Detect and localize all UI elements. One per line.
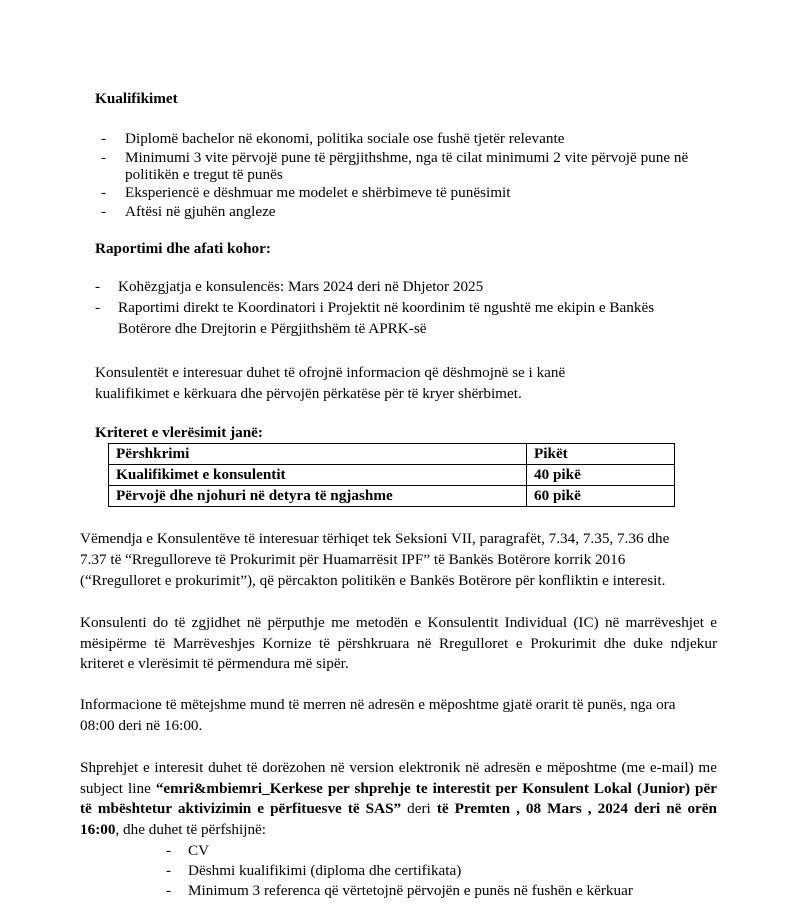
table-header-row bbox=[109, 444, 675, 465]
table-header-cell: Pikët bbox=[527, 444, 675, 465]
list-item-continuation: politikën e tregut të punës bbox=[125, 166, 283, 183]
subject-prefix: subject line bbox=[80, 779, 156, 797]
raportimi-heading: Raportimi dhe afati kohor: bbox=[95, 240, 271, 257]
deadline-connector: deri bbox=[401, 800, 437, 817]
informacione-line: Informacione të mëtejshme mund të merren në adresën e mëposhtme gjatë orarit të punës, nga ora bbox=[80, 696, 676, 713]
vemendja-line: (“Rregulloret e prokurimit”), që përcakton politikën e Bankës Botërore për konfliktin e interesit. bbox=[80, 572, 666, 589]
paragraph-line bbox=[80, 820, 717, 841]
list-item: Diplomë bachelor në ekonomi, politika sociale ose fushë tjetër relevante bbox=[125, 130, 565, 147]
shprehjet-paragraph bbox=[80, 758, 717, 840]
bullet-dash: - bbox=[166, 882, 172, 899]
vemendja-line: 7.37 të “Rregulloreve të Prokurimit për Huamarrësit IPF” të Bankës Botërore korrik 2016 bbox=[80, 551, 626, 568]
list-item: Raportimi direkt te Koordinatori i Projektit në koordinim të ngushtë me ekipin e Bankës bbox=[118, 299, 655, 316]
paragraph-line: kriteret e vlerësimit të përmendura më sipër. bbox=[80, 655, 349, 672]
table-cell: 60 pikë bbox=[527, 486, 675, 507]
paragraph-line: Shprehjet e interesit duhet të dorëzohen në version elektronik në adresën e mëposhtme (me e-mail) me bbox=[80, 759, 717, 776]
table-row bbox=[109, 486, 675, 507]
interes-paragraph-line: kualifikimet e kërkuara dhe përvojën përkatëse për të kryer shërbimet. bbox=[95, 385, 522, 402]
table-cell: Përvojë dhe njohuri në detyra të ngjashme bbox=[109, 486, 527, 507]
paragraph-line: Konsulenti do të zgjidhet në përputhje me metodën e Konsulentit Individual (IC) në marrëveshjet e bbox=[80, 614, 717, 631]
bullet-dash: - bbox=[101, 149, 107, 166]
paragraph-line: mësipërme të Marrëveshjes Kornize të përshkruara në Rregulloret e Prokurimit dhe duke ndjekur bbox=[80, 634, 717, 652]
bullet-dash: - bbox=[95, 278, 101, 295]
list-item: Minimum 3 referenca që vërtetojnë përvojën e punës në fushën e kërkuar bbox=[188, 882, 633, 899]
table-row bbox=[109, 465, 675, 486]
list-item: CV bbox=[188, 842, 210, 859]
table-cell: Kualifikimet e konsulentit bbox=[109, 465, 527, 486]
list-item: Kohëzgjatja e konsulencës: Mars 2024 deri në Dhjetor 2025 bbox=[118, 278, 484, 295]
bullet-dash: - bbox=[101, 184, 107, 201]
vemendja-line: Vëmendja e Konsulentëve të interesuar tërhiqet tek Seksioni VII, paragrafët, 7.34, 7.35, 7.36 dhe bbox=[80, 530, 670, 547]
deadline-time: 16:00 bbox=[80, 820, 116, 838]
list-item: Minimumi 3 vite përvojë pune të përgjithshme, nga të cilat minimumi 2 vite përvojë pune në bbox=[125, 149, 689, 166]
subject-line-bold: të mbështetur aktivizimin e përfituesve të SAS” bbox=[80, 800, 402, 817]
informacione-line: 08:00 deri në 16:00. bbox=[80, 717, 203, 734]
include-text: , dhe duhet të përfshijnë: bbox=[115, 820, 266, 838]
table-header-cell: Përshkrimi bbox=[109, 444, 527, 465]
list-item-continuation: Botërore dhe Drejtorin e Përgjithshëm të APRK-së bbox=[118, 320, 427, 337]
bullet-dash: - bbox=[166, 842, 172, 859]
paragraph-line bbox=[80, 799, 717, 820]
subject-line-bold: “emri&mbiemri_Kerkese per shprehje te interestit per Konsulent Lokal (Junior) për bbox=[155, 779, 717, 797]
list-item: Aftësi në gjuhën angleze bbox=[125, 203, 276, 220]
table-cell: 40 pikë bbox=[527, 465, 675, 486]
bullet-dash: - bbox=[101, 203, 107, 220]
list-item: Eksperiencë e dëshmuar me modelet e shërbimeve të punësimit bbox=[125, 184, 511, 201]
criteria-table bbox=[108, 443, 675, 507]
bullet-dash: - bbox=[95, 299, 101, 316]
deadline-date: të Premten , 08 Mars , 2024 deri në orën bbox=[436, 800, 717, 817]
bullet-dash: - bbox=[166, 862, 172, 879]
kriteret-heading: Kriteret e vlerësimit janë: bbox=[95, 424, 263, 441]
konsulenti-paragraph bbox=[80, 613, 717, 675]
kualifikimet-heading: Kualifikimet bbox=[95, 90, 178, 107]
bullet-dash: - bbox=[101, 130, 107, 147]
interes-paragraph-line: Konsulentët e interesuar duhet të ofrojnë informacion që dëshmojnë se i kanë bbox=[95, 364, 566, 381]
paragraph-line bbox=[80, 779, 717, 800]
list-item: Dëshmi kualifikimi (diploma dhe certifikata) bbox=[188, 862, 462, 879]
